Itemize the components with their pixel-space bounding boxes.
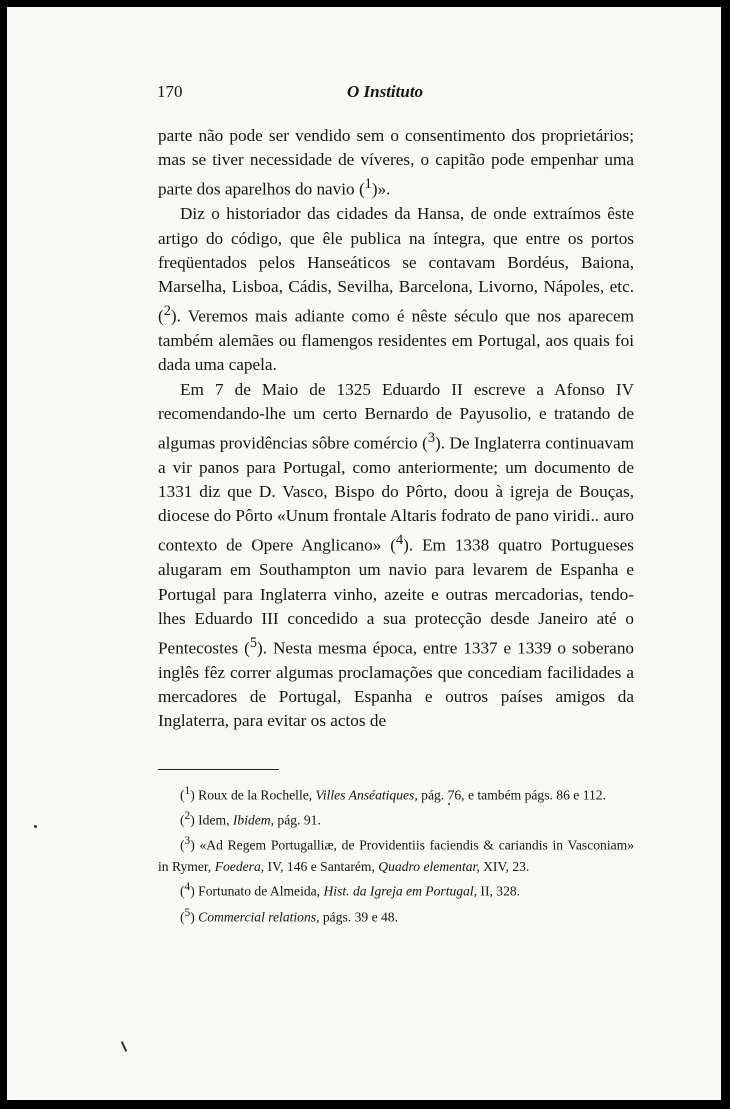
running-title: O Instituto [347,82,424,101]
scan-speck [34,825,37,828]
paragraph: parte não pode ser vendido sem o consentimento dos proprietários; mas se tiver necessidade de víveres, o capitão pode empenhar uma parte dos aparelhos do navio ($^1$)». [158,126,634,200]
footnote-ref: 3 [427,429,435,446]
scan-speck [448,803,450,805]
page-number: 170 [157,82,183,101]
footnote: ($^2$) Idem, Ibidem, pág. 91. [180,810,321,828]
footnote-ref: 2 [163,303,171,320]
footnote-ref: 5 [249,635,258,651]
body-text [158,124,634,734]
footnote: ($^5$) Commercial relations, págs. 39 e 48. [180,906,398,925]
paragraph: Diz o historiador das cidades da Hansa, de onde extraímos êste artigo do código, que êle publica na íntegra, que entre os portos freqüentados pelos Hanseáticos se contavam Bordéus, Baiona, Marselha, Lisboa, Cádis, Sevilha, Barcelona, Livorno, Nápoles, etc. ($^2$). Veremos mais adiante como é nêste século que nos aparecem também alemães ou flamengos residentes em Portugal, aos quais foi dada uma capela. [158,204,634,375]
page-header [157,82,635,106]
footnote: ($^3$) «Ad Regem Portugalliæ, de Providentiis faciendis & cariandis in Vasconiam» in Rymer, Foedera, IV, 146 e Santarém, Quadro elementar, XIV, 23. [158,835,635,874]
paragraph: Em 7 de Maio de 1325 Eduardo II escreve a Afonso IV recomendando-lhe um certo Bernardo de Payusolio, e tratando de algumas providências sôbre comércio ($^3$). De Inglaterra continuavam a vir panos para Portugal, como anteriormente; um documento de 1331 diz que D. Vasco, Bispo do Pôrto, doou à igreja de Bouças, diocese do Pôrto «Unum frontale Altaris fodrato de pano viridi.. auro contexto de Opere Anglicano» ($^4$). Em 1338 quatro Portugueses alugaram em Southampton um navio para levarem de Espanha e Portugal para Inglaterra vinho, azeite e outras mercadorias, tendo-lhes Eduardo III concedido a sua protecção desde Janeiro até o Pentecostes ($^5$). Nesta mesma época, entre 1337 e 1339 o soberano inglês fêz correr algumas proclamações que concediam facilidades a mercadores de Portugal, Espanha e outros países amigos da Inglaterra, para evitar os actos de [158,379,635,731]
footnote-ref: 4 [395,532,404,549]
book-page [7,7,721,1100]
scan-scratch [121,1041,127,1052]
footnote: ($^4$) Fortunato de Almeida, Hist. da Igreja em Portugal, II, 328. [180,881,521,899]
footnotes [158,781,634,928]
footnote-rule [158,769,279,770]
footnote-ref: 1 [364,176,372,193]
footnote: ($^1$) Roux de la Rochelle, Villes Anséatiques, pág. 76, e também págs. 86 e 112. [180,785,607,803]
